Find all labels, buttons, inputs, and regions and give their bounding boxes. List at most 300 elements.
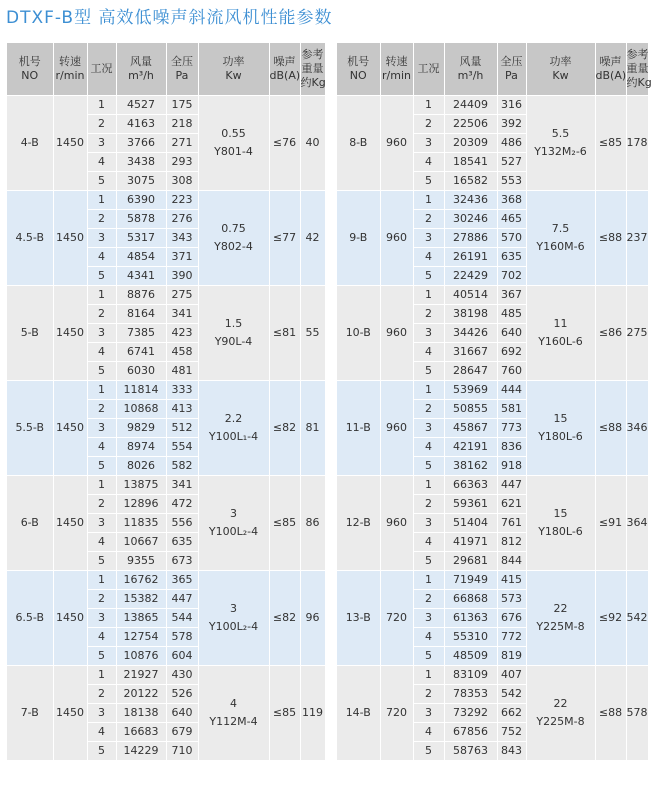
pressure-value: 752 [497,723,526,742]
pressure-value: 578 [166,628,198,647]
airflow-value: 71949 [444,571,497,590]
pressure-value: 458 [166,343,198,362]
airflow-value: 45867 [444,419,497,438]
airflow-value: 14229 [116,742,166,761]
airflow-value: 10868 [116,400,166,419]
rotation-speed: 1450 [53,476,87,571]
condition-number: 4 [87,438,116,457]
motor-model: Y100L₂-4 [208,525,259,538]
pressure-value: 570 [497,229,526,248]
condition-number: 1 [413,96,444,115]
condition-number: 2 [87,400,116,419]
condition-number: 3 [87,609,116,628]
condition-number: 5 [413,362,444,381]
noise-level: ≤81 [269,286,300,381]
pressure-value: 430 [166,666,198,685]
rotation-speed: 960 [380,476,413,571]
airflow-value: 6030 [116,362,166,381]
airflow-value: 32436 [444,191,497,210]
condition-number: 2 [87,210,116,229]
fan-model: 9-B [337,191,380,286]
pressure-value: 223 [166,191,198,210]
pressure-value: 447 [166,590,198,609]
header-weight: 参考 重量 约Kg [300,43,325,96]
condition-number: 3 [87,514,116,533]
motor-model: Y180L-6 [538,525,583,538]
reference-weight: 42 [300,191,325,286]
pressure-value: 544 [166,609,198,628]
airflow-value: 59361 [444,495,497,514]
pressure-value: 819 [497,647,526,666]
pressure-value: 293 [166,153,198,172]
page-title: DTXF-B型 高效低噪声斜流风机性能参数 [6,8,333,28]
airflow-value: 15382 [116,590,166,609]
power-kw: 2.2 [224,412,243,425]
airflow-value: 5317 [116,229,166,248]
header-noise: 噪声 dB(A) [595,43,626,96]
airflow-value: 8974 [116,438,166,457]
airflow-value: 4527 [116,96,166,115]
pressure-value: 772 [497,628,526,647]
noise-level: ≤85 [595,96,626,191]
rotation-speed: 720 [380,666,413,761]
power-cell [526,96,595,191]
rotation-speed: 1450 [53,191,87,286]
reference-weight: 119 [300,666,325,761]
condition-number: 2 [413,305,444,324]
header-power: 功率 Kw [526,43,595,96]
condition-number: 2 [413,685,444,704]
condition-number: 5 [87,647,116,666]
pressure-value: 423 [166,324,198,343]
condition-number: 2 [413,590,444,609]
condition-number: 4 [87,343,116,362]
pressure-value: 485 [497,305,526,324]
condition-number: 2 [87,685,116,704]
power-cell [526,476,595,571]
pressure-value: 760 [497,362,526,381]
condition-number: 2 [87,495,116,514]
power-kw: 5.5 [551,127,570,140]
airflow-value: 18541 [444,153,497,172]
noise-level: ≤82 [269,571,300,666]
condition-number: 3 [87,704,116,723]
condition-number: 1 [87,191,116,210]
power-kw: 0.55 [221,127,246,140]
noise-level: ≤85 [269,666,300,761]
airflow-value: 8876 [116,286,166,305]
reference-weight: 40 [300,96,325,191]
condition-number: 2 [413,495,444,514]
table-row [337,286,648,305]
pressure-value: 275 [166,286,198,305]
rotation-speed: 1450 [53,381,87,476]
rotation-speed: 1450 [53,571,87,666]
airflow-value: 10667 [116,533,166,552]
header-speed: 转速 r/min [53,43,87,96]
fan-model: 12-B [337,476,380,571]
pressure-value: 710 [166,742,198,761]
airflow-value: 29681 [444,552,497,571]
airflow-value: 20122 [116,685,166,704]
fan-model: 6.5-B [7,571,53,666]
condition-number: 4 [87,153,116,172]
condition-number: 5 [413,267,444,286]
rotation-speed: 1450 [53,286,87,381]
airflow-value: 16683 [116,723,166,742]
airflow-value: 12896 [116,495,166,514]
airflow-value: 4163 [116,115,166,134]
condition-number: 4 [413,248,444,267]
airflow-value: 13865 [116,609,166,628]
condition-number: 1 [413,191,444,210]
airflow-value: 78353 [444,685,497,704]
condition-number: 3 [413,609,444,628]
pressure-value: 392 [497,115,526,134]
reference-weight: 237 [626,191,648,286]
pressure-value: 761 [497,514,526,533]
pressure-value: 556 [166,514,198,533]
condition-number: 1 [87,286,116,305]
header-weight: 参考 重量 约Kg [626,43,648,96]
condition-number: 4 [87,723,116,742]
rotation-speed: 960 [380,286,413,381]
rotation-speed: 1450 [53,96,87,191]
power-kw: 22 [553,697,568,710]
airflow-value: 22429 [444,267,497,286]
header-airflow: 风量 m³/h [116,43,166,96]
noise-level: ≤88 [595,666,626,761]
header-row [337,43,648,96]
header-pressure: 全压 Pa [497,43,526,96]
power-kw: 4 [230,697,237,710]
airflow-value: 5878 [116,210,166,229]
condition-number: 4 [413,153,444,172]
condition-number: 3 [413,324,444,343]
condition-number: 5 [413,457,444,476]
rotation-speed: 960 [380,191,413,286]
reference-weight: 578 [626,666,648,761]
reference-weight: 275 [626,286,648,381]
condition-number: 5 [87,362,116,381]
condition-number: 1 [413,476,444,495]
power-cell [526,381,595,476]
pressure-value: 365 [166,571,198,590]
motor-model: Y180L-6 [538,430,583,443]
table-row [7,381,325,400]
power-kw: 3 [230,507,237,520]
rotation-speed: 720 [380,571,413,666]
pressure-value: 218 [166,115,198,134]
noise-level: ≤82 [269,381,300,476]
power-cell [526,666,595,761]
power-kw: 15 [553,507,568,520]
airflow-value: 67856 [444,723,497,742]
airflow-value: 50855 [444,400,497,419]
noise-level: ≤88 [595,381,626,476]
table-row [7,96,325,115]
airflow-value: 31667 [444,343,497,362]
airflow-value: 8026 [116,457,166,476]
condition-number: 4 [413,533,444,552]
table-row [337,666,648,685]
condition-number: 1 [87,476,116,495]
power-cell [198,666,269,761]
table-row [7,286,325,305]
performance-table-right [337,43,652,761]
condition-number: 2 [87,115,116,134]
rotation-speed: 960 [380,381,413,476]
condition-number: 2 [87,305,116,324]
condition-number: 1 [87,571,116,590]
pressure-value: 415 [497,571,526,590]
noise-level: ≤85 [269,476,300,571]
airflow-value: 55310 [444,628,497,647]
airflow-value: 27886 [444,229,497,248]
condition-number: 3 [413,419,444,438]
header-speed: 转速 r/min [380,43,413,96]
pressure-value: 367 [497,286,526,305]
rotation-speed: 1450 [53,666,87,761]
power-kw: 15 [553,412,568,425]
pressure-value: 368 [497,191,526,210]
airflow-value: 34426 [444,324,497,343]
motor-model: Y160M-6 [536,240,585,253]
reference-weight: 178 [626,96,648,191]
condition-number: 3 [413,704,444,723]
airflow-value: 3766 [116,134,166,153]
reference-weight: 364 [626,476,648,571]
airflow-value: 11835 [116,514,166,533]
condition-number: 1 [413,666,444,685]
condition-number: 3 [413,229,444,248]
fan-model: 5.5-B [7,381,53,476]
condition-number: 1 [87,96,116,115]
header-power: 功率 Kw [198,43,269,96]
airflow-value: 9355 [116,552,166,571]
power-kw: 1.5 [224,317,243,330]
table-row [7,571,325,590]
reference-weight: 96 [300,571,325,666]
pressure-value: 316 [497,96,526,115]
table-row [337,476,648,495]
header-noise: 噪声 dB(A) [269,43,300,96]
noise-level: ≤76 [269,96,300,191]
reference-weight: 55 [300,286,325,381]
condition-number: 1 [413,571,444,590]
airflow-value: 7385 [116,324,166,343]
table-row [337,96,648,115]
pressure-value: 512 [166,419,198,438]
condition-number: 5 [87,457,116,476]
pressure-value: 662 [497,704,526,723]
airflow-value: 13875 [116,476,166,495]
condition-number: 4 [87,628,116,647]
airflow-value: 38198 [444,305,497,324]
motor-model: Y802-4 [214,240,253,253]
airflow-value: 28647 [444,362,497,381]
power-kw: 11 [553,317,568,330]
table-row [337,571,648,590]
fan-model: 14-B [337,666,380,761]
pressure-value: 679 [166,723,198,742]
fan-model: 10-B [337,286,380,381]
power-kw: 0.75 [221,222,246,235]
pressure-value: 276 [166,210,198,229]
airflow-value: 41971 [444,533,497,552]
pressure-value: 635 [497,248,526,267]
header-pressure: 全压 Pa [166,43,198,96]
condition-number: 3 [413,134,444,153]
pressure-value: 175 [166,96,198,115]
condition-number: 4 [413,343,444,362]
condition-number: 3 [87,229,116,248]
pressure-value: 702 [497,267,526,286]
pressure-value: 371 [166,248,198,267]
noise-level: ≤77 [269,191,300,286]
fan-model: 6-B [7,476,53,571]
airflow-value: 40514 [444,286,497,305]
fan-model: 7-B [7,666,53,761]
condition-number: 3 [413,514,444,533]
pressure-value: 472 [166,495,198,514]
condition-number: 4 [87,533,116,552]
airflow-value: 42191 [444,438,497,457]
power-kw: 22 [553,602,568,615]
motor-model: Y112M-4 [209,715,258,728]
condition-number: 5 [87,742,116,761]
airflow-value: 16582 [444,172,497,191]
pressure-value: 444 [497,381,526,400]
pressure-value: 621 [497,495,526,514]
power-cell [526,571,595,666]
power-kw: 3 [230,602,237,615]
motor-model: Y90L-4 [214,335,253,348]
airflow-value: 6741 [116,343,166,362]
pressure-value: 604 [166,647,198,666]
pressure-value: 447 [497,476,526,495]
pressure-value: 553 [497,172,526,191]
condition-number: 2 [413,210,444,229]
pressure-value: 635 [166,533,198,552]
pressure-value: 554 [166,438,198,457]
condition-number: 5 [413,552,444,571]
airflow-value: 53969 [444,381,497,400]
condition-number: 5 [413,647,444,666]
pressure-value: 341 [166,476,198,495]
reference-weight: 346 [626,381,648,476]
pressure-value: 407 [497,666,526,685]
fan-model: 11-B [337,381,380,476]
airflow-value: 38162 [444,457,497,476]
airflow-value: 11814 [116,381,166,400]
motor-model: Y160L-6 [538,335,583,348]
noise-level: ≤86 [595,286,626,381]
table-row [337,191,648,210]
pressure-value: 844 [497,552,526,571]
airflow-value: 21927 [116,666,166,685]
motor-model: Y801-4 [214,145,253,158]
pressure-value: 640 [166,704,198,723]
noise-level: ≤88 [595,191,626,286]
airflow-value: 51404 [444,514,497,533]
condition-number: 5 [87,552,116,571]
pressure-value: 527 [497,153,526,172]
airflow-value: 61363 [444,609,497,628]
pressure-value: 333 [166,381,198,400]
condition-number: 5 [87,267,116,286]
airflow-value: 22506 [444,115,497,134]
airflow-value: 26191 [444,248,497,267]
condition-number: 3 [87,324,116,343]
airflow-value: 9829 [116,419,166,438]
airflow-value: 8164 [116,305,166,324]
airflow-value: 3438 [116,153,166,172]
noise-level: ≤91 [595,476,626,571]
condition-number: 4 [87,248,116,267]
fan-model: 4-B [7,96,53,191]
condition-number: 3 [87,134,116,153]
airflow-value: 83109 [444,666,497,685]
power-cell [198,96,269,191]
pressure-value: 486 [497,134,526,153]
motor-model: Y100L₂-4 [208,620,259,633]
airflow-value: 73292 [444,704,497,723]
condition-number: 1 [413,381,444,400]
pressure-value: 542 [497,685,526,704]
pressure-value: 640 [497,324,526,343]
pressure-value: 843 [497,742,526,761]
pressure-value: 836 [497,438,526,457]
pressure-value: 773 [497,419,526,438]
condition-number: 4 [413,723,444,742]
condition-number: 4 [413,438,444,457]
condition-number: 2 [413,400,444,419]
pressure-value: 692 [497,343,526,362]
airflow-value: 3075 [116,172,166,191]
power-cell [526,191,595,286]
header-model: 机号 NO [7,43,53,96]
pressure-value: 390 [166,267,198,286]
pressure-value: 676 [497,609,526,628]
pressure-value: 413 [166,400,198,419]
header-condition: 工况 [413,43,444,96]
reference-weight: 542 [626,571,648,666]
noise-level: ≤92 [595,571,626,666]
header-condition: 工况 [87,43,116,96]
fan-model: 5-B [7,286,53,381]
motor-model: Y100L₁-4 [208,430,259,443]
power-cell [198,191,269,286]
condition-number: 2 [87,590,116,609]
fan-model: 13-B [337,571,380,666]
power-cell [198,571,269,666]
condition-number: 1 [87,666,116,685]
pressure-value: 481 [166,362,198,381]
airflow-value: 6390 [116,191,166,210]
airflow-value: 66868 [444,590,497,609]
condition-number: 3 [87,419,116,438]
airflow-value: 48509 [444,647,497,666]
rotation-speed: 960 [380,96,413,191]
airflow-value: 20309 [444,134,497,153]
pressure-value: 465 [497,210,526,229]
condition-number: 1 [87,381,116,400]
pressure-value: 271 [166,134,198,153]
airflow-value: 12754 [116,628,166,647]
power-cell [526,286,595,381]
pressure-value: 341 [166,305,198,324]
